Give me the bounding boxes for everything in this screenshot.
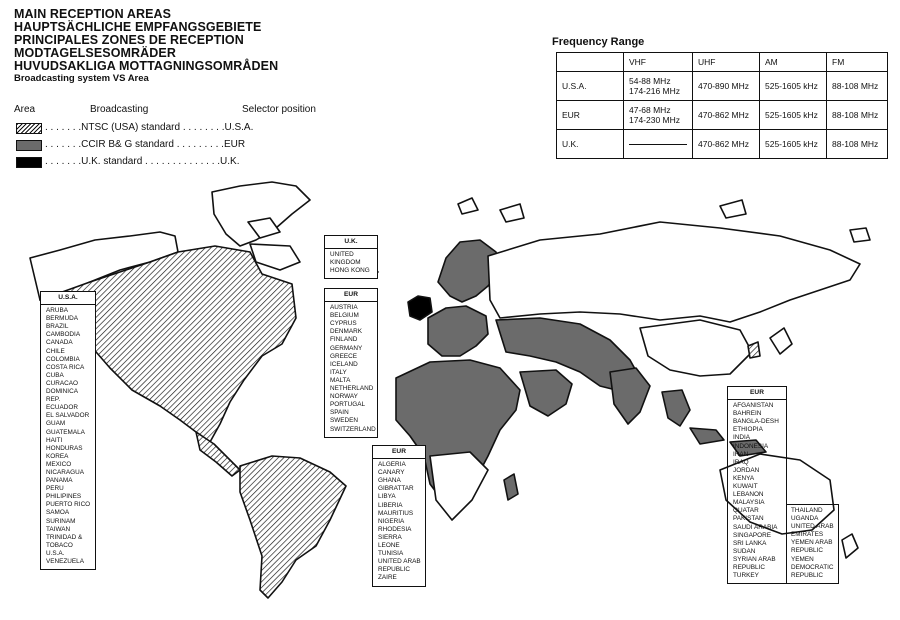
list-item: LIBERIA [378, 501, 403, 509]
title-da: MODTAGELSESOMRÄDER [14, 46, 176, 60]
country-list [41, 305, 95, 569]
vhf-band-low: 47-68 MHz [629, 105, 671, 115]
legend-header-broadcasting: Broadcasting [90, 104, 149, 115]
list-item: PHILIPINES [46, 493, 82, 501]
list-item: UNITED [330, 251, 354, 259]
country-list [786, 505, 838, 583]
list-item: AFGANISTAN [733, 402, 774, 410]
box-title: EUR [728, 387, 786, 400]
frequency-table [556, 52, 888, 159]
list-item: GERMANY [330, 344, 363, 352]
title-en: MAIN RECEPTION AREAS [14, 7, 172, 21]
list-item: LIBYA [378, 493, 396, 501]
list-item: CYPRUS [330, 320, 357, 328]
list-item: GREECE [330, 352, 357, 360]
eur-asia-country-box [727, 386, 787, 584]
list-item: COSTA RICA [46, 363, 85, 371]
list-item: SIERRA [378, 533, 402, 541]
list-item: ECUADOR [46, 404, 78, 412]
table-cell [624, 130, 693, 159]
list-item: TURKEY [733, 572, 759, 580]
list-item: ARUBA [46, 307, 69, 315]
india-region [610, 368, 650, 424]
list-item: HONDURAS [46, 444, 83, 452]
eur-europe-country-box [324, 288, 378, 438]
list-item: IRAN [733, 450, 749, 458]
russia-region [488, 222, 860, 322]
table-cell: 88-108 MHz [827, 72, 888, 101]
table-header-cell: FM [827, 53, 888, 72]
country-list [325, 249, 377, 278]
table-cell: U.K. [557, 130, 624, 159]
box-title: EUR [325, 289, 377, 302]
list-item: MEXICO [46, 460, 72, 468]
list-item: UGANDA [791, 515, 819, 523]
list-item: CAMBODIA [46, 331, 81, 339]
table-cell: 88-108 MHz [827, 130, 888, 159]
list-item: REPUBLIC [733, 563, 765, 571]
list-item: PORTUGAL [330, 401, 366, 409]
list-item: GIBRATTAR [378, 485, 414, 493]
list-item: SAMOA [46, 509, 70, 517]
title-block [14, 8, 278, 85]
list-item: KUWAIT [733, 483, 758, 491]
uk-country-box [324, 235, 378, 279]
list-item: PUERTO RICO [46, 501, 91, 509]
list-item: GHANA [378, 477, 401, 485]
box-title: U.K. [325, 236, 377, 249]
box-title: U.S.A. [41, 292, 95, 305]
list-item: REPUBLIC [378, 566, 410, 574]
list-item: CHILE [46, 347, 65, 355]
country-list [728, 400, 786, 583]
list-item: EL SALVADOR [46, 412, 90, 420]
frequency-title: Frequency Range [552, 36, 645, 48]
list-item: YEMEN ARAB [791, 539, 833, 547]
table-cell [624, 72, 693, 101]
list-item: SURINAM [46, 517, 76, 525]
title-sv: HUVUDSAKLIGA MOTTAGNINGSOMRÅDEN [14, 59, 279, 73]
black-swatch [16, 157, 42, 168]
list-item: INDONESIA [733, 442, 769, 450]
table-cell: 525-1605 kHz [760, 101, 827, 130]
list-item: ITALY [330, 368, 347, 376]
table-cell: 470-890 MHz [693, 72, 760, 101]
table-header-row [557, 53, 888, 72]
list-item: KOREA [46, 452, 69, 460]
list-item: MALTA [330, 376, 351, 384]
list-item: SRI LANKA [733, 539, 767, 547]
central-america-region [196, 432, 240, 476]
legend-row-text: . . . . . . .CCIR B& G standard . . . . . . . . .EUR [45, 139, 246, 150]
table-cell: 470-862 MHz [693, 101, 760, 130]
country-list [373, 459, 425, 585]
list-item: YEMEN [791, 555, 814, 563]
arabia-region [520, 370, 572, 416]
table-cell: 88-108 MHz [827, 101, 888, 130]
legend-row-ntsc [16, 122, 253, 134]
list-item: NORWAY [330, 393, 358, 401]
title-fr: PRINCIPALES ZONES DE RECEPTION [14, 33, 244, 47]
list-item: KINGDOM [330, 259, 361, 267]
list-item: U.S.A. [46, 549, 65, 557]
country-list [325, 302, 377, 437]
list-item: SWEDEN [330, 417, 359, 425]
subtitle: Broadcasting system VS Area [14, 73, 149, 84]
no-vhf-dash [629, 144, 687, 145]
list-item: THAILAND [791, 507, 823, 514]
list-item: PERU [46, 485, 64, 493]
table-cell: EUR [557, 101, 624, 130]
usa-country-box [40, 291, 96, 570]
list-item: IRAQ [733, 458, 749, 466]
list-item: NETHERLAND [330, 385, 374, 393]
list-item: UNITED ARAB [791, 523, 834, 531]
list-item: VENEZUELA [46, 558, 85, 565]
table-header-cell: VHF [624, 53, 693, 72]
list-item: INDIA [733, 434, 751, 442]
list-item: HAITI [46, 436, 63, 444]
box-title: EUR [373, 446, 425, 459]
eur-africa-country-box [372, 445, 426, 587]
hatch-swatch [16, 123, 42, 134]
vhf-band-high: 174-230 MHz [629, 115, 681, 125]
list-item: UNITED ARAB [378, 558, 421, 566]
list-item: TOBACO [46, 541, 73, 549]
table-cell: 470-862 MHz [693, 130, 760, 159]
list-item: DOMINICA [46, 388, 78, 396]
legend-row-text: . . . . . . .NTSC (USA) standard . . . . . . . .U.S.A. [45, 122, 254, 133]
list-item: EMIRATES [791, 531, 824, 539]
list-item: MALAYSIA [733, 499, 765, 507]
list-item: NICARAGUA [46, 468, 84, 476]
list-item: ZAIRE [378, 574, 397, 582]
list-item: RHODESIA [378, 525, 412, 533]
list-item: NIGERIA [378, 517, 405, 525]
table-row [557, 130, 888, 159]
list-item: SPAIN [330, 409, 349, 417]
list-item: LEONE [378, 542, 400, 550]
table-row [557, 72, 888, 101]
list-item: ALGERIA [378, 461, 406, 469]
list-item: TUNISIA [378, 550, 404, 558]
legend-row-ccir [16, 139, 245, 151]
legend-row-text: . . . . . . .U.K. standard . . . . . . . . . . . . . .U.K. [45, 156, 240, 167]
legend-row-uk [16, 156, 240, 168]
list-item: SINGAPORE [733, 531, 771, 539]
list-item: BERMUDA [46, 315, 78, 323]
list-item: REPUBLIC [791, 547, 823, 555]
vhf-band-low: 54-88 MHz [629, 76, 671, 86]
table-cell: 525-1605 kHz [760, 130, 827, 159]
southeast-asia-region [662, 390, 690, 426]
list-item: LEBANON [733, 491, 764, 499]
list-item: BRAZIL [46, 323, 69, 331]
list-item: MAURITIUS [378, 509, 414, 517]
list-item: GUATEMALA [46, 428, 85, 436]
list-item: BANGLA-DESH [733, 418, 779, 426]
list-item: SWITZERLAND [330, 425, 376, 433]
list-item: CANARY [378, 469, 405, 477]
eur-asia-continued-box [786, 504, 839, 584]
table-cell: 525-1605 kHz [760, 72, 827, 101]
list-item: PAKISTAN [733, 515, 764, 523]
south-america-region [240, 456, 346, 598]
list-item: SAUDI ARABIA [733, 523, 778, 531]
table-header-cell: AM [760, 53, 827, 72]
grey-swatch [16, 140, 42, 151]
vhf-band-high: 174-216 MHz [629, 86, 681, 96]
table-header-cell [557, 53, 624, 72]
list-item: CANADA [46, 339, 73, 347]
list-item: JORDAN [733, 466, 760, 474]
list-item: TRINIDAD & [46, 533, 83, 541]
list-item: COLOMBIA [46, 355, 80, 363]
list-item: FINLAND [330, 336, 358, 344]
list-item: SYRIAN ARAB [733, 555, 776, 563]
list-item: ETHIOPIA [733, 426, 763, 434]
list-item: BAHREIN [733, 410, 762, 418]
list-item: CUBA [46, 371, 64, 379]
list-item: QUATAR [733, 507, 759, 515]
list-item: DENMARK [330, 328, 362, 336]
list-item: BELGIUM [330, 312, 359, 320]
table-cell: U.S.A. [557, 72, 624, 101]
list-item: CURACAO [46, 379, 78, 387]
list-item: PANAMA [46, 477, 73, 485]
legend-header-area: Area [14, 104, 36, 115]
list-item: TAIWAN [46, 525, 71, 533]
list-item: HONG KONG [330, 267, 370, 275]
title-de: HAUPTSÄCHLICHE EMPFANGSGEBIETE [14, 20, 262, 34]
list-item: KENYA [733, 474, 755, 482]
list-item: REPUBLIC [791, 571, 823, 579]
list-item: AUSTRIA [330, 304, 358, 312]
table-row [557, 101, 888, 130]
table-cell [624, 101, 693, 130]
list-item: DEMOCRATIC [791, 563, 834, 571]
europe-region [428, 306, 488, 356]
list-item: GUAM [46, 420, 66, 428]
list-item: REP. [46, 396, 61, 404]
list-item: ICELAND [330, 360, 358, 368]
legend-header-selector: Selector position [242, 104, 316, 115]
uk-region [408, 296, 432, 320]
table-header-cell: UHF [693, 53, 760, 72]
list-item: SUDAN [733, 547, 756, 555]
